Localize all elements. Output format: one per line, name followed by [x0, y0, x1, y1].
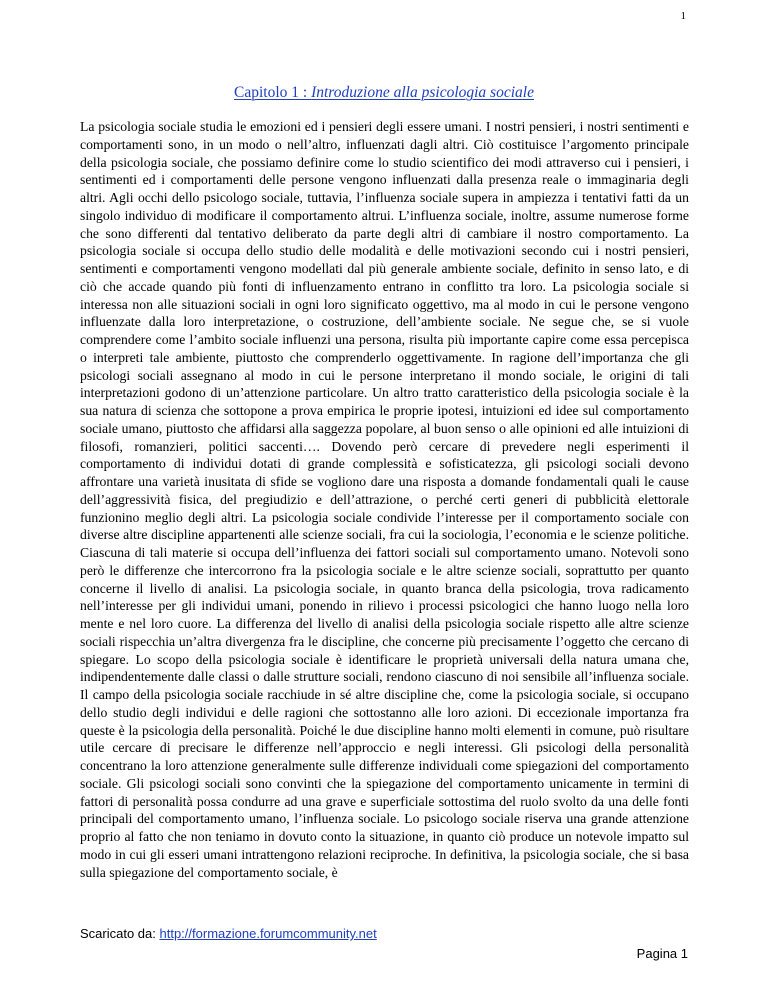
chapter-prefix: Capitolo 1 : [234, 84, 312, 101]
footer-page-number: Pagina 1 [636, 946, 688, 961]
footer-source-link[interactable]: http://formazione.forumcommunity.net [159, 926, 377, 941]
footer-source-label: Scaricato da: [80, 926, 160, 941]
footer-source [80, 926, 377, 941]
header-page-number: 1 [680, 10, 686, 22]
chapter-title [0, 84, 768, 102]
chapter-title-text: Introduzione alla psicologia sociale [311, 84, 534, 101]
body-paragraph: La psicologia sociale studia le emozioni ed i pensieri degli essere umani. I nostri pensieri, i nostri sentimenti e comportamenti sono, in un modo o nell’altro, influenzati dagli altri. Ciò costituisce l’argomento principale della psicologia sociale, che possiamo definire come lo studio scientifico dei modi attraverso cui i pensieri, i sentimenti ed i comportamenti delle persone vengono influenzati dalla presenza reale o immaginaria degli altri. Agli occhi dello psicologo sociale, tuttavia, l’influenza sociale supera in ampiezza i tentativi fatti da un singolo individuo di modificare il comportamento altrui. L’influenza sociale, inoltre, assume numerose forme che sono differenti dal tentativo deliberato da parte degli altri di cambiare il nostro comportamento. La psicologia sociale si occupa dello studio delle modalità e delle motivazioni secondo cui i nostri pensieri, sentimenti e comportamenti vengono modellati dal più generale ambiente sociale, definito in senso lato, e di ciò che accade quando più fonti di influenzamento entrano in conflitto tra loro. La psicologia sociale si interessa non alle situazioni sociali in ogni loro significato oggettivo, ma al modo in cui le persone vengono influenzate dalla loro interpretazione, o costruzione, dell’ambiente sociale. Ne segue che, se si vuole comprendere come l’ambito sociale influenzi una persona, risulta più importante capire come essa percepisca o interpreti tale ambiente, piuttosto che comprenderlo oggettivamente. In ragione dell’importanza che gli psicologi sociali assegnano al modo in cui le persone interpretano il mondo sociale, le origini di tali interpretazioni godono di un’attenzione particolare. Un altro tratto caratteristico della psicologia sociale è la sua natura di scienza che sottopone a prova empirica le proprie ipotesi, intuizioni ed idee sul comportamento sociale umano, piuttosto che affidarsi alla saggezza popolare, al buon senso o alle opinioni ed alle intuizioni di filosofi, romanzieri, politici saccenti…. Dovendo però cercare di prevedere negli esperimenti il comportamento di individui dotati di grande complessità e sofisticatezza, gli psicologi sociali devono affrontare una varietà inusitata di sfide se vogliono dare una risposta a domande fondamentali quali le cause dell’aggressività fisica, del pregiudizio e dell’attrazione, o perché certi generi di pubblicità elettorale funzionino meglio degli altri. La psicologia sociale condivide l’interesse per il comportamento sociale con diverse altre discipline appartenenti alle scienze sociali, fra cui la sociologia, l’economia e le scienze politiche. Ciascuna di tali materie si occupa dell’influenza dei fattori sociali sul comportamento umano. Notevoli sono però le differenze che intercorrono fra la psicologia sociale e le altre scienze sociali, soprattutto per quanto concerne il livello di analisi. La psicologia sociale, in quanto branca della psicologia, trova radicamento nell’interesse per gli individui umani, ponendo in rilievo i processi psicologici che hanno luogo nella loro mente e nel loro cuore. La differenza del livello di analisi della psicologia sociale rispetto alle altre scienze sociali rispecchia un’altra divergenza fra le discipline, che concerne più precisamente l’oggetto che cercano di spiegare. Lo scopo della psicologia sociale è identificare le proprietà universali della natura umana che, indipendentemente dalle classi o dalle strutture sociali, rendono ciascuno di noi sensibile all’influenza sociale. Il campo della psicologia sociale racchiude in sé altre discipline che, come la psicologia sociale, si occupano dello studio degli individui e delle ragioni che sottostanno alle loro azioni. Di eccezionale importanza fra queste è la psicologia della personalità. Poiché le due discipline hanno molti elementi in comune, può risultare utile cercare di precisare le differenze nell’approccio e negli interessi. Gli psicologi della personalità concentrano la loro attenzione generalmente sulle differenze individuali come spiegazioni del comportamento sociale. Gli psicologi sociali sono convinti che la spiegazione del comportamento unicamente in termini di fattori di personalità possa condurre ad una grave e superficiale sottostima del ruolo svolto da una delle fonti principali del comportamento umano, l’influenza sociale. Lo psicologo sociale riserva una grande attenzione proprio al fatto che non teniamo in dovuto conto la situazione, in quanto ciò produce un notevole impatto sul modo in cui gli esseri umani intrattengono relazioni reciproche. In definitiva, la psicologia sociale, che si basa sulla spiegazione del comportamento sociale, è [80, 119, 689, 880]
